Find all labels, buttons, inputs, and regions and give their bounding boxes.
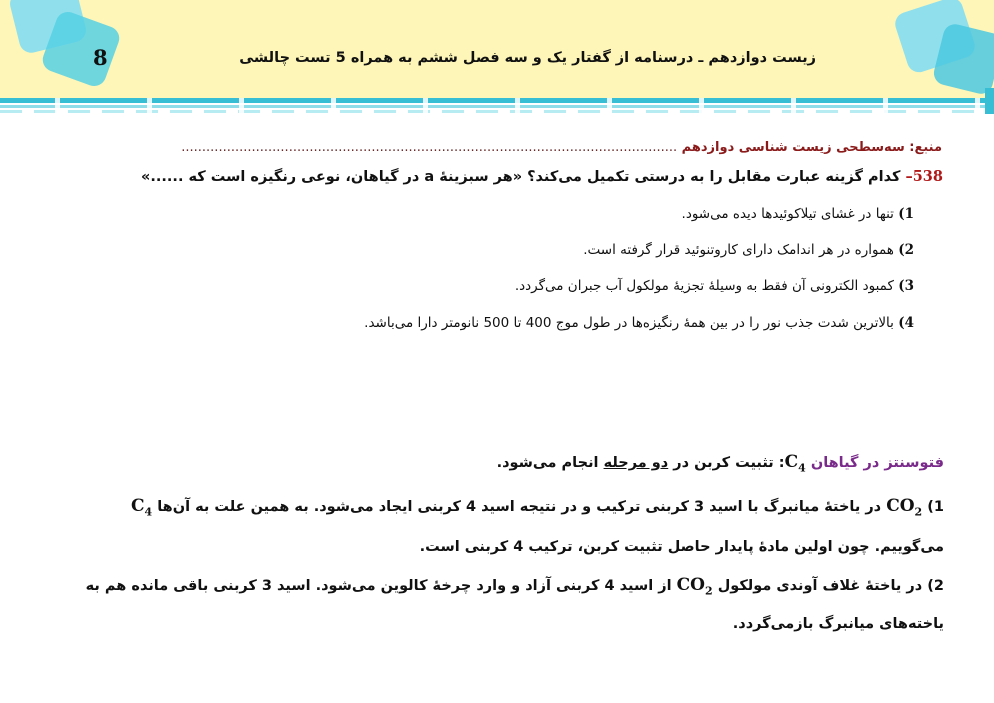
paragraph-step-1	[131, 496, 944, 522]
source-line	[50, 140, 942, 155]
question-number: 538	[912, 168, 943, 185]
option-number: 3)	[898, 278, 914, 294]
page-number: 8	[93, 45, 108, 70]
step-number: 2)	[927, 578, 944, 594]
answer-option-2[interactable]	[583, 242, 914, 258]
c4-symbol: $C_4$	[784, 452, 806, 475]
paragraph-step-2-cont	[733, 614, 944, 634]
paragraph-step-2	[86, 575, 944, 601]
header-stripes	[0, 96, 994, 124]
question-stem	[120, 168, 943, 185]
question-dash: –	[905, 168, 913, 185]
option-text: کمبود الکترونی آن فقط به وسیلهٔ تجزیهٔ مولکول آب جبران می‌گردد.	[514, 278, 894, 294]
option-text: بالاترین شدت جذب نور را در بین همهٔ رنگیزه‌ها در طول موج 400 تا 500 نانومتر دارا می‌باشد.	[364, 315, 894, 331]
co2-symbol: $CO_2$	[886, 496, 923, 519]
question-text: کدام گزینه عبارت مقابل را به درستی تکمیل می‌کند؟ «هر سبزینهٔ a در گیاهان، نوعی رنگیزه است که ......»	[141, 169, 901, 185]
heading-text-before: تثبیت کربن در	[673, 455, 774, 471]
option-number: 4)	[898, 315, 914, 331]
heading-text-after: انجام می‌شود.	[496, 455, 599, 471]
heading-colon: :	[778, 455, 785, 471]
answer-option-1[interactable]	[682, 206, 914, 222]
option-number: 1)	[898, 206, 914, 222]
answer-option-4[interactable]	[364, 315, 914, 331]
heading-text: فتوسنتز در گیاهان	[810, 455, 944, 471]
underlined-phrase: دو مرحله	[603, 455, 669, 471]
step-text: در یاختهٔ غلاف آوندی مولکول	[717, 578, 923, 594]
c4-symbol: $C_4$	[130, 496, 153, 519]
step-text: در یاختهٔ میانبرگ با اسید 3 کربنی ترکیب و در نتیجه اسید 4 کربنی ایجاد می‌شود. به همین علت به آن‌ها	[157, 499, 882, 515]
source-label: منبع: سه‌سطحی زیست شناسی دوازدهم	[681, 140, 942, 155]
step-text: از اسید 4 کربنی آزاد و وارد چرخهٔ کالوین می‌شود. اسید 3 کربنی باقی مانده هم به	[85, 578, 672, 594]
answer-option-3[interactable]	[515, 278, 914, 294]
option-text: همواره در هر اندامک دارای کاروتنوئید قرار گرفته است.	[583, 242, 894, 258]
co2-symbol: $CO_2$	[676, 575, 713, 598]
header-title: زیست دوازدهم ـ درسنامه از گفتار یک و سه فصل ششم به همراه 5 تست چالشی	[239, 50, 816, 66]
source-dots: ........................................................................................................................	[181, 140, 678, 155]
option-number: 2)	[898, 242, 914, 258]
step-number: 1)	[927, 499, 944, 515]
section-heading	[497, 452, 944, 474]
step-text: می‌گوییم. چون اولین مادهٔ پایدار حاصل تثبیت کربن، ترکیب 4 کربنی است.	[419, 539, 944, 555]
paragraph-step-1-cont	[420, 537, 944, 557]
step-text: یاخته‌های میانبرگ بازمی‌گردد.	[732, 616, 944, 632]
option-text: تنها در غشای تیلاکوئیدها دیده می‌شود.	[681, 206, 894, 222]
